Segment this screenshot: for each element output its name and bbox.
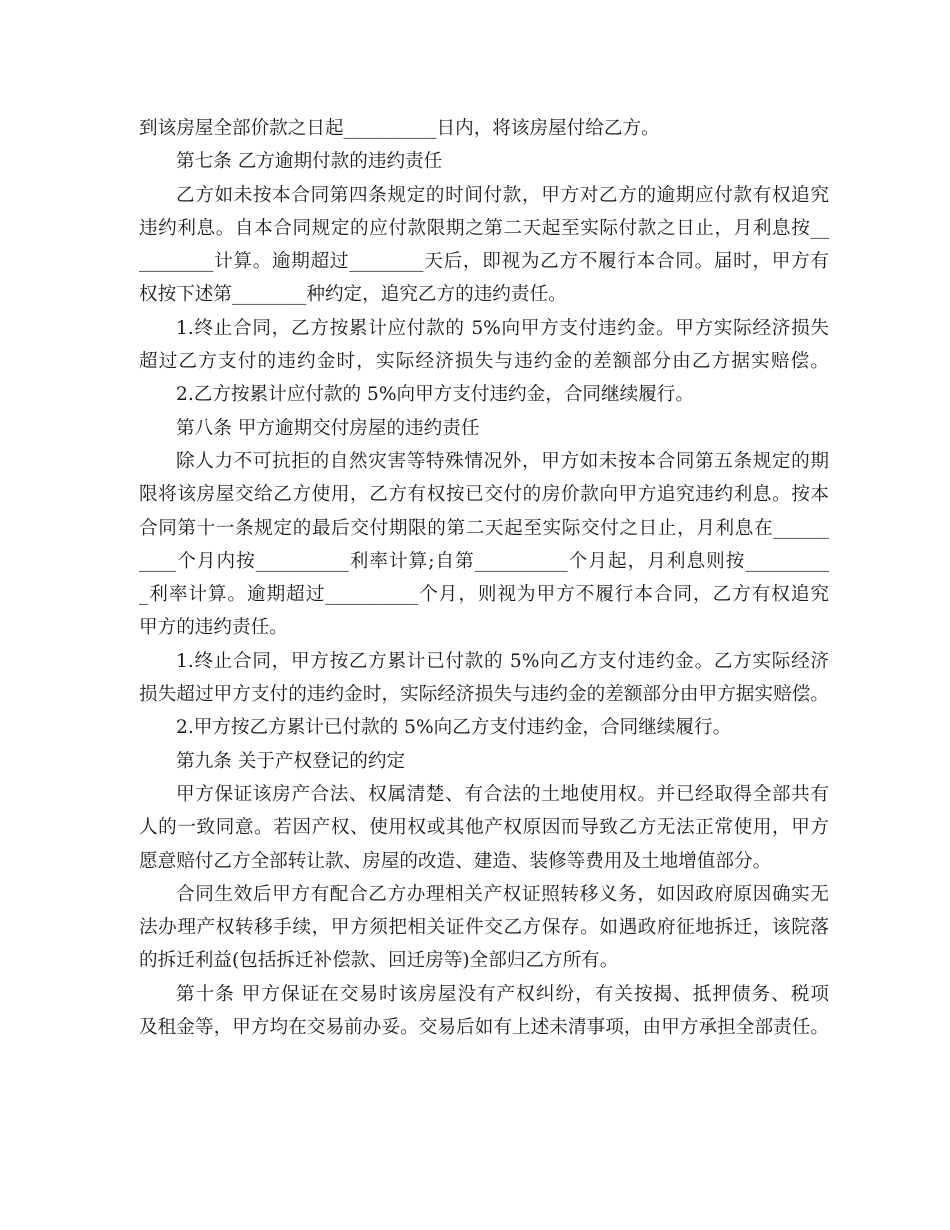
text-line: 的拆迁利益(包括拆迁补偿款、回迁房等)全部归乙方所有。 [139,950,619,972]
text-line: 除人力不可抗拒的自然灾害等特殊情况外，甲方如未按本合同第五条规定的期 [176,450,829,472]
text-line: 2.乙方按累计应付款的 5%向甲方支付违约金，合同继续履行。 [176,384,694,406]
text-line: 第七条 乙方逾期付款的违约责任 [176,151,443,173]
text-line: 超过乙方支付的违约金时，实际经济损失与违约金的差额部分由乙方据实赔偿。 [139,351,829,373]
text-line: 违约利息。自本合同规定的应付款限期之第二天起至实际付款之日止，月利息按__ [139,217,829,239]
text-line: _利率计算。逾期超过__________个月，则视为甲方不履行本合同，乙方有权追究 [139,584,829,606]
document-body [139,112,829,1044]
text-line: ____个月内按__________利率计算;自第__________个月起，月利息则按_________ [139,550,829,572]
text-line: 到该房屋全部价款之日起__________日内，将该房屋付给乙方。 [139,118,660,139]
text-line: 愿意赔付乙方全部转让款、房屋的改造、建造、装修等费用及土地增值部分。 [139,850,772,872]
text-line: 1.终止合同，甲方按乙方累计已付款的 5%向乙方支付违约金。乙方实际经济 [176,650,829,672]
text-line: 第九条 关于产权登记的约定 [176,750,406,772]
text-line: 损失超过甲方支付的违约金时，实际经济损失与违约金的差额部分由甲方据实赔偿。 [139,684,829,706]
text-line: 2.甲方按乙方累计已付款的 5%向乙方支付违约金，合同继续履行。 [176,717,732,739]
text-line: 合同第十一条规定的最后交付期限的第二天起至实际交付之日止，月利息在______ [139,517,829,539]
text-line: 权按下述第________种约定，追究乙方的违约责任。 [139,284,567,306]
text-line: 第八条 甲方逾期交付房屋的违约责任 [176,417,480,439]
text-line: 1.终止合同，乙方按累计应付款的 5%向甲方支付违约金。甲方实际经济损失 [176,317,829,339]
text-line: 及租金等，甲方均在交易前办妥。交易后如有上述未清事项，由甲方承担全部责任。 [139,1017,829,1039]
text-line: ________计算。逾期超过________天后，即视为乙方不履行本合同。届时，甲方有 [139,251,829,273]
text-line: 限将该房屋交给乙方使用，乙方有权按已交付的房价款向甲方追究违约利息。按本 [139,484,829,506]
text-line: 第十条 甲方保证在交易时该房屋没有产权纠纷，有关按揭、抵押债务、税项 [176,983,829,1005]
text-line: 人的一致同意。若因产权、使用权或其他产权原因而导致乙方无法正常使用，甲方 [139,817,829,839]
text-line: 法办理产权转移手续，甲方须把相关证件交乙方保存。如遇政府征地拆迁，该院落 [139,917,829,939]
text-line: 甲方保证该房产合法、权属清楚、有合法的土地使用权。并已经取得全部共有 [176,783,829,805]
text-line: 合同生效后甲方有配合乙方办理相关产权证照转移义务，如因政府原因确实无 [176,883,829,905]
text-line: 乙方如未按本合同第四条规定的时间付款，甲方对乙方的逾期应付款有权追究 [176,184,829,206]
text-line: 甲方的违约责任。 [139,617,288,639]
